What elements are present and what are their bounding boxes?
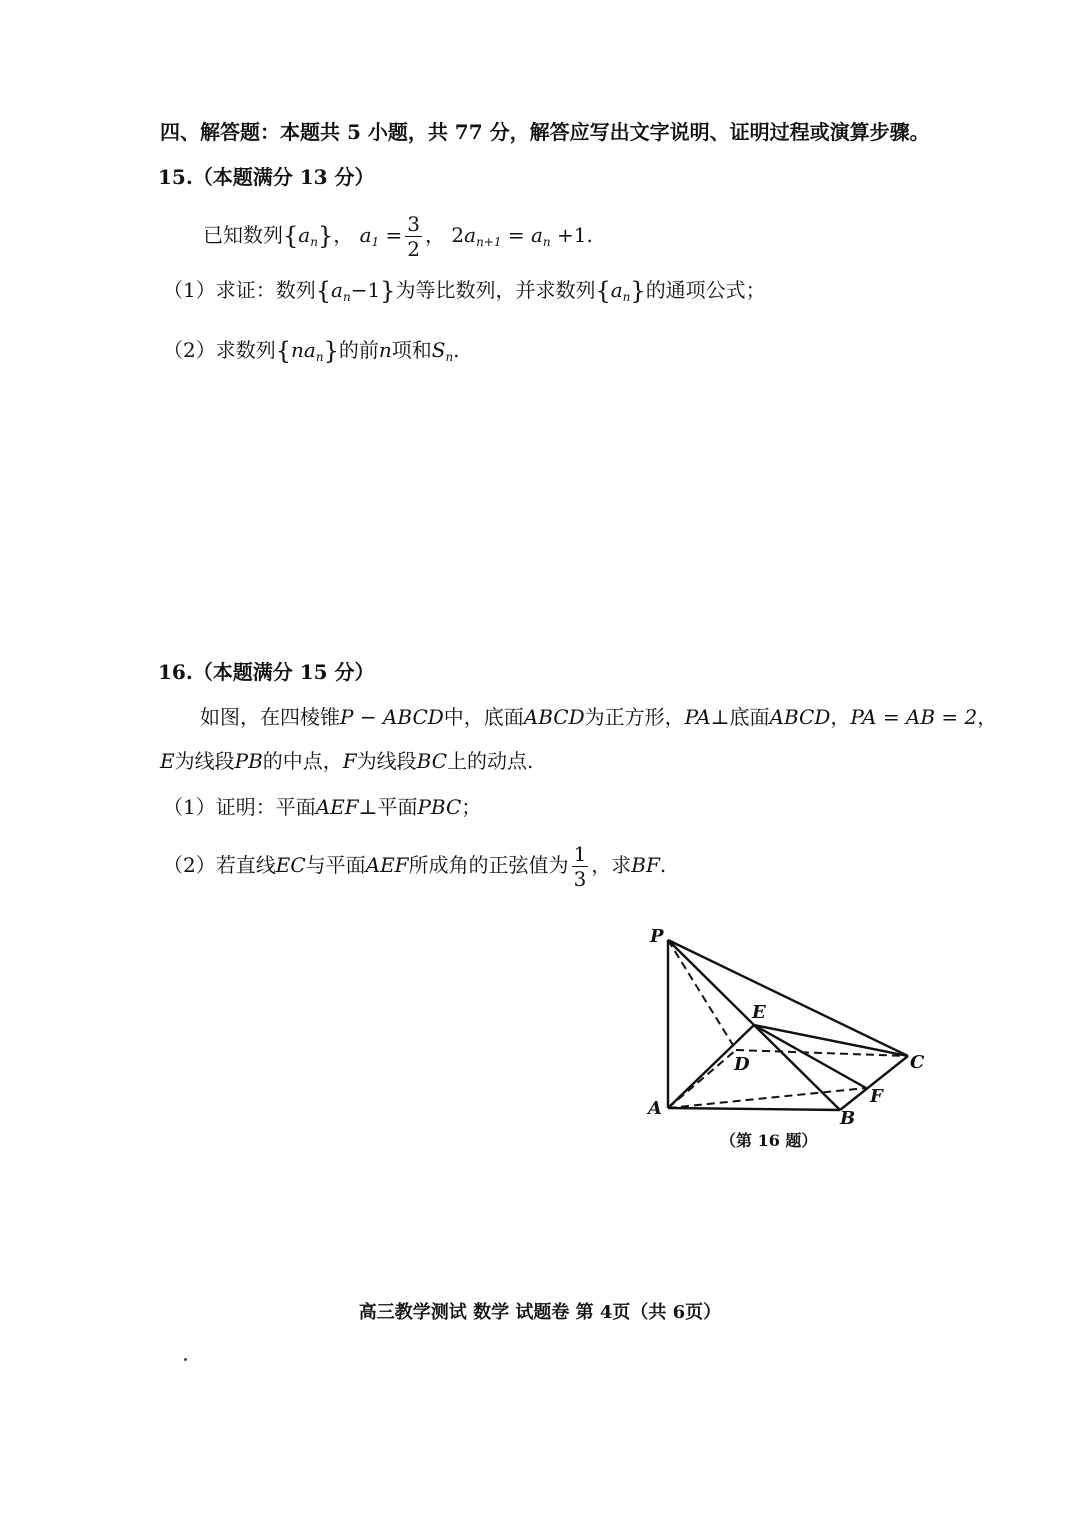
q16-text: ⊥平面: [358, 795, 418, 819]
var-S: S: [431, 338, 446, 362]
period: .: [453, 338, 460, 362]
var-a: a: [331, 278, 343, 302]
minus-one: −1: [350, 278, 381, 302]
q16-text: ，: [977, 705, 998, 729]
frac-den: 3: [573, 867, 587, 891]
period: .: [659, 853, 667, 877]
q16-part1: [163, 793, 481, 821]
sub-n: n: [315, 350, 324, 364]
var-BC: BC: [416, 749, 448, 773]
fraction-3-2: [405, 214, 422, 259]
sep: ，: [425, 223, 446, 247]
var-BF: BF: [631, 853, 660, 877]
q16-text: 为正方形，: [584, 705, 685, 729]
eq-sign: =: [385, 223, 403, 247]
q15-p1-end: 的通项公式；: [645, 278, 766, 302]
var-a: a: [298, 223, 311, 247]
q16-text: 中，底面: [443, 705, 524, 729]
label-F: F: [870, 1086, 883, 1107]
label-B: B: [840, 1108, 856, 1129]
sub-n1: n+1: [476, 235, 502, 249]
label-A: A: [648, 1098, 662, 1119]
var-n: n: [378, 338, 392, 362]
sub-1: 1: [371, 235, 380, 249]
period: .: [586, 223, 593, 247]
sub-n: n: [342, 290, 351, 304]
var-F: F: [342, 749, 357, 773]
var-AEF: AEF: [315, 795, 359, 819]
frac-num: 3: [407, 212, 421, 236]
var-pa: PA: [684, 705, 711, 729]
q16-text: ，求: [591, 853, 632, 877]
eq-sign: =: [507, 223, 525, 247]
q16-text: ，: [830, 705, 851, 729]
var-a: a: [530, 223, 543, 247]
sub-n: n: [542, 235, 551, 249]
q15-p2-mid: 的前: [338, 338, 379, 362]
q16-text: 所成角的正弦值为: [408, 853, 569, 877]
figure-caption: （第 16 题）: [720, 1131, 818, 1150]
pyramid-figure: [640, 920, 940, 1160]
var-abcd: ABCD: [769, 705, 831, 729]
page-footer: 高三教学测试 数学 试题卷 第 4页（共 6页）: [358, 1302, 722, 1323]
label-E: E: [752, 1002, 766, 1023]
sub-n: n: [445, 350, 454, 364]
q15-p1-mid: 为等比数列，并求数列: [395, 278, 596, 302]
edge-AB: [668, 1108, 840, 1110]
q16-text: （1）证明：平面: [163, 795, 316, 819]
q15-part1: （1）求证：数列$\{a_n-1\}$为等比数列，并求数列$\{a_n\}$的通项公式；: [163, 277, 766, 305]
q16-text: ⊥底面: [710, 705, 770, 729]
q15-p1-text: （1）求证：数列: [163, 278, 316, 302]
q16-text: 为线段: [174, 749, 235, 773]
var-abcd: ABCD: [523, 705, 585, 729]
q15-p2-mid2: 项和: [391, 338, 432, 362]
var-EC: EC: [275, 853, 306, 877]
q15-given-text: 已知数列: [203, 223, 283, 247]
q16-header: 16.（本题满分 15 分）: [158, 660, 375, 684]
sep: ，: [333, 223, 354, 247]
var-PBC: PBC: [417, 795, 462, 819]
var-na: na: [291, 338, 316, 362]
q16-text: （2）若直线: [163, 853, 276, 877]
label-D: D: [734, 1054, 750, 1075]
q16-part2: [163, 844, 666, 889]
q16-line1: [200, 703, 997, 731]
q16-text: 的中点，: [262, 749, 343, 773]
var-AEF: AEF: [365, 853, 409, 877]
edge-AD-hidden: [668, 1050, 736, 1108]
var-PB: PB: [234, 749, 263, 773]
q16-text: 为线段: [356, 749, 417, 773]
scan-speck: [184, 1358, 187, 1361]
q15-p2-text: （2）求数列: [163, 338, 276, 362]
q15-header: 15.（本题满分 13 分）: [158, 165, 375, 189]
label-C: C: [910, 1052, 925, 1073]
frac-den: 2: [407, 237, 421, 261]
var-pabcd: P − ABCD: [340, 705, 444, 729]
q16-text: ；: [461, 795, 482, 819]
q16-text: 上的动点.: [447, 749, 534, 773]
label-P: P: [650, 926, 664, 947]
q15-given: 已知数列$\{a_n\}$， $a_1$ = $\frac{3}{2}$ ， $2a_{n+1} = a_n +1$.: [203, 212, 593, 261]
edge-EF: [754, 1025, 866, 1088]
coef-2: 2: [451, 223, 465, 247]
q15-part2: （2）求数列$\{na_n\}$的前n项和$S_n$.: [163, 337, 460, 365]
plus-one: +1: [557, 223, 587, 247]
q16-line2: [160, 747, 533, 775]
q16-text: 与平面: [305, 853, 366, 877]
section-heading: 四、解答题：本题共 5 小题，共 77 分，解答应写出文字说明、证明过程或演算步骤。: [160, 120, 930, 144]
fraction-1-3: [572, 844, 589, 889]
var-a1: a: [359, 223, 372, 247]
var-a: a: [464, 223, 477, 247]
sub-n: n: [310, 235, 318, 249]
q16-text: 如图，在四棱锥: [200, 705, 340, 729]
sub-n: n: [622, 290, 631, 304]
var-E: E: [160, 749, 175, 773]
var-eq: PA = AB = 2: [850, 705, 978, 729]
frac-num: 1: [573, 842, 587, 866]
var-a: a: [610, 278, 623, 302]
